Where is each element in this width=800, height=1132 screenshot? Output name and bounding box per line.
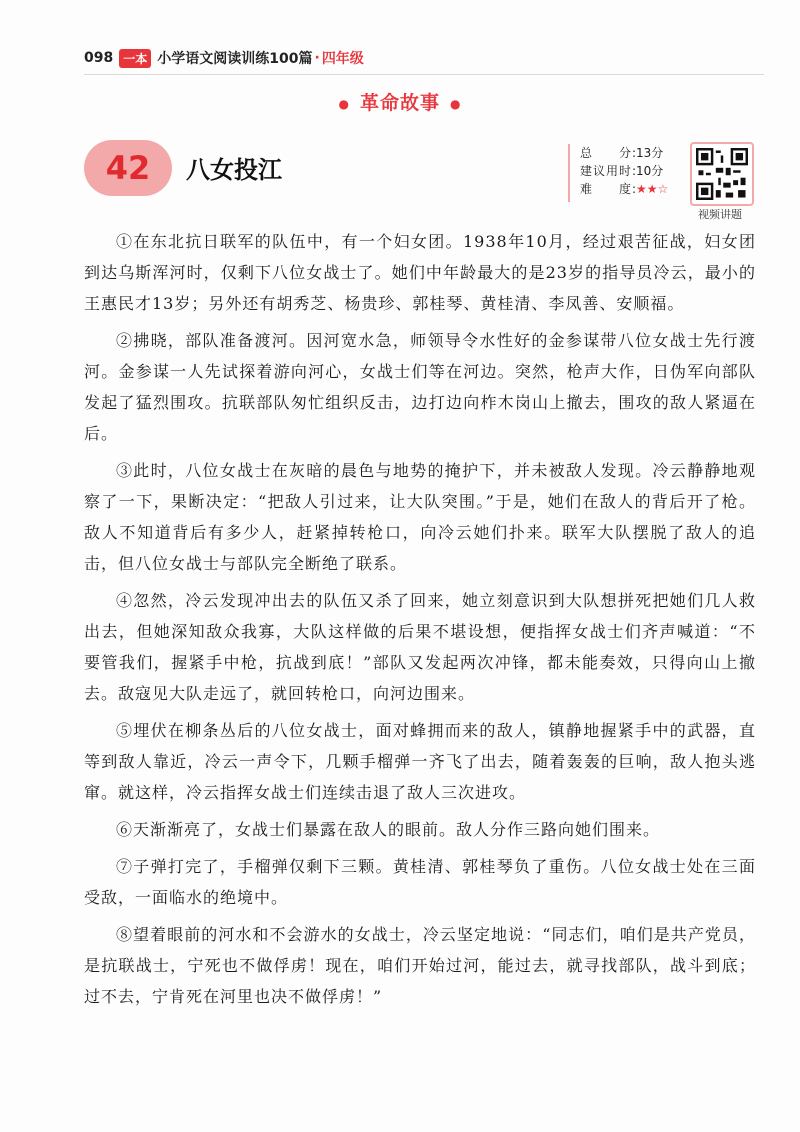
suggested-time-label: 建议用时: <box>580 164 638 178</box>
lesson-number: 42 <box>105 149 151 187</box>
grade-label: 四年级 <box>321 51 364 67</box>
difficulty-stars: ★★☆ <box>636 182 669 196</box>
paragraph-7: ⑦子弹打完了，手榴弹仅剩下三颗。黄桂清、郭桂琴负了重伤。八位女战士处在三面受敌，一面临水的绝境中。 <box>84 857 756 907</box>
difficulty-row <box>580 180 696 198</box>
lesson-title: 八女投江 <box>186 156 282 184</box>
score-info-box <box>568 144 696 202</box>
qr-code-icon <box>696 148 748 200</box>
page-number: 098 <box>84 50 114 66</box>
paragraph-4: ④忽然，冷云发现冲出去的队伍又杀了回来，她立刻意识到大队想拼死把她们几人救出去，但她深知敌众我寡，大队这样做的后果不堪设想，便指挥女战士们齐声喊道：“不要管我们，握紧手中枪，抗战到底！”部队又发起两次冲锋，都未能奏效，只得向山上撤去。敌寇见大队走远了，就回转枪口，向河边围来。 <box>84 591 756 703</box>
suggested-time-value: 10分 <box>636 164 664 178</box>
suggested-time-row <box>580 162 696 180</box>
header-divider <box>84 74 764 75</box>
section-title: 革命故事 <box>359 92 440 114</box>
page-header <box>84 44 764 72</box>
paragraph-1: ①在东北抗日联军的队伍中，有一个妇女团。1938年10月，经过艰苦征战，妇女团到达乌斯浑河时，仅剩下八位女战士了。她们中年龄最大的是23岁的指导员冷云，最小的王惠民才13岁；另外还有胡秀芝、杨贵珍、郭桂琴、黄桂清、李凤善、安顺福。 <box>84 232 756 313</box>
qr-caption: 视频讲题 <box>698 208 742 221</box>
bullet-icon: ● <box>450 96 462 111</box>
paragraph-8: ⑧望着眼前的河水和不会游水的女战士，冷云坚定地说：“同志们，咱们是共产党员，是抗联战士，宁死也不做俘虏！现在，咱们开始过河，能过去，就寻找部队，战斗到底；过不去，宁肯死在河里也决不做俘虏！” <box>84 925 756 1006</box>
lesson-number-badge <box>84 140 172 196</box>
paragraph-6: ⑥天渐渐亮了，女战士们暴露在敌人的眼前。敌人分作三路向她们围来。 <box>116 820 661 839</box>
paragraph-5: ⑤埋伏在柳条丛后的八位女战士，面对蜂拥而来的敌人，镇静地握紧手中的武器，直等到敌人靠近，冷云一声令下，几颗手榴弹一齐飞了出去，随着轰轰的巨响，敌人抱头逃窜。就这样，冷云指挥女战士们连续击退了敌人三次进攻。 <box>84 721 756 802</box>
total-score-row <box>580 144 696 162</box>
book-title: 小学语文阅读训练100篇 <box>157 51 313 67</box>
total-score-label: 总 分: <box>580 146 638 160</box>
qr-code[interactable] <box>690 142 754 206</box>
separator-dot: · <box>314 50 320 66</box>
total-score-value: 13分 <box>636 146 664 160</box>
brand-logo: 一本 <box>119 49 151 68</box>
article-body <box>84 226 756 1018</box>
paragraph-2: ②拂晓，部队准备渡河。因河宽水急，师领导令水性好的金参谋带八位女战士先行渡河。金参谋一人先试探着游向河心，女战士们等在河边。突然，枪声大作，日伪军向部队发起了猛烈围攻。抗联部队匆忙组织反击，边打边向柞木岗山上撤去，围攻的敌人紧逼在后。 <box>84 331 756 443</box>
paragraph-3: ③此时，八位女战士在灰暗的晨色与地势的掩护下，并未被敌人发现。冷云静静地观察了一下，果断决定：“把敌人引过来，让大队突围。”于是，她们在敌人的背后开了枪。敌人不知道背后有多少人，赶紧掉转枪口，向冷云她们扑来。联军大队摆脱了敌人的追击，但八位女战士与部队完全断绝了联系。 <box>84 461 756 573</box>
difficulty-label: 难 度: <box>580 182 638 196</box>
section-heading <box>0 88 800 115</box>
bullet-icon: ● <box>338 96 350 111</box>
